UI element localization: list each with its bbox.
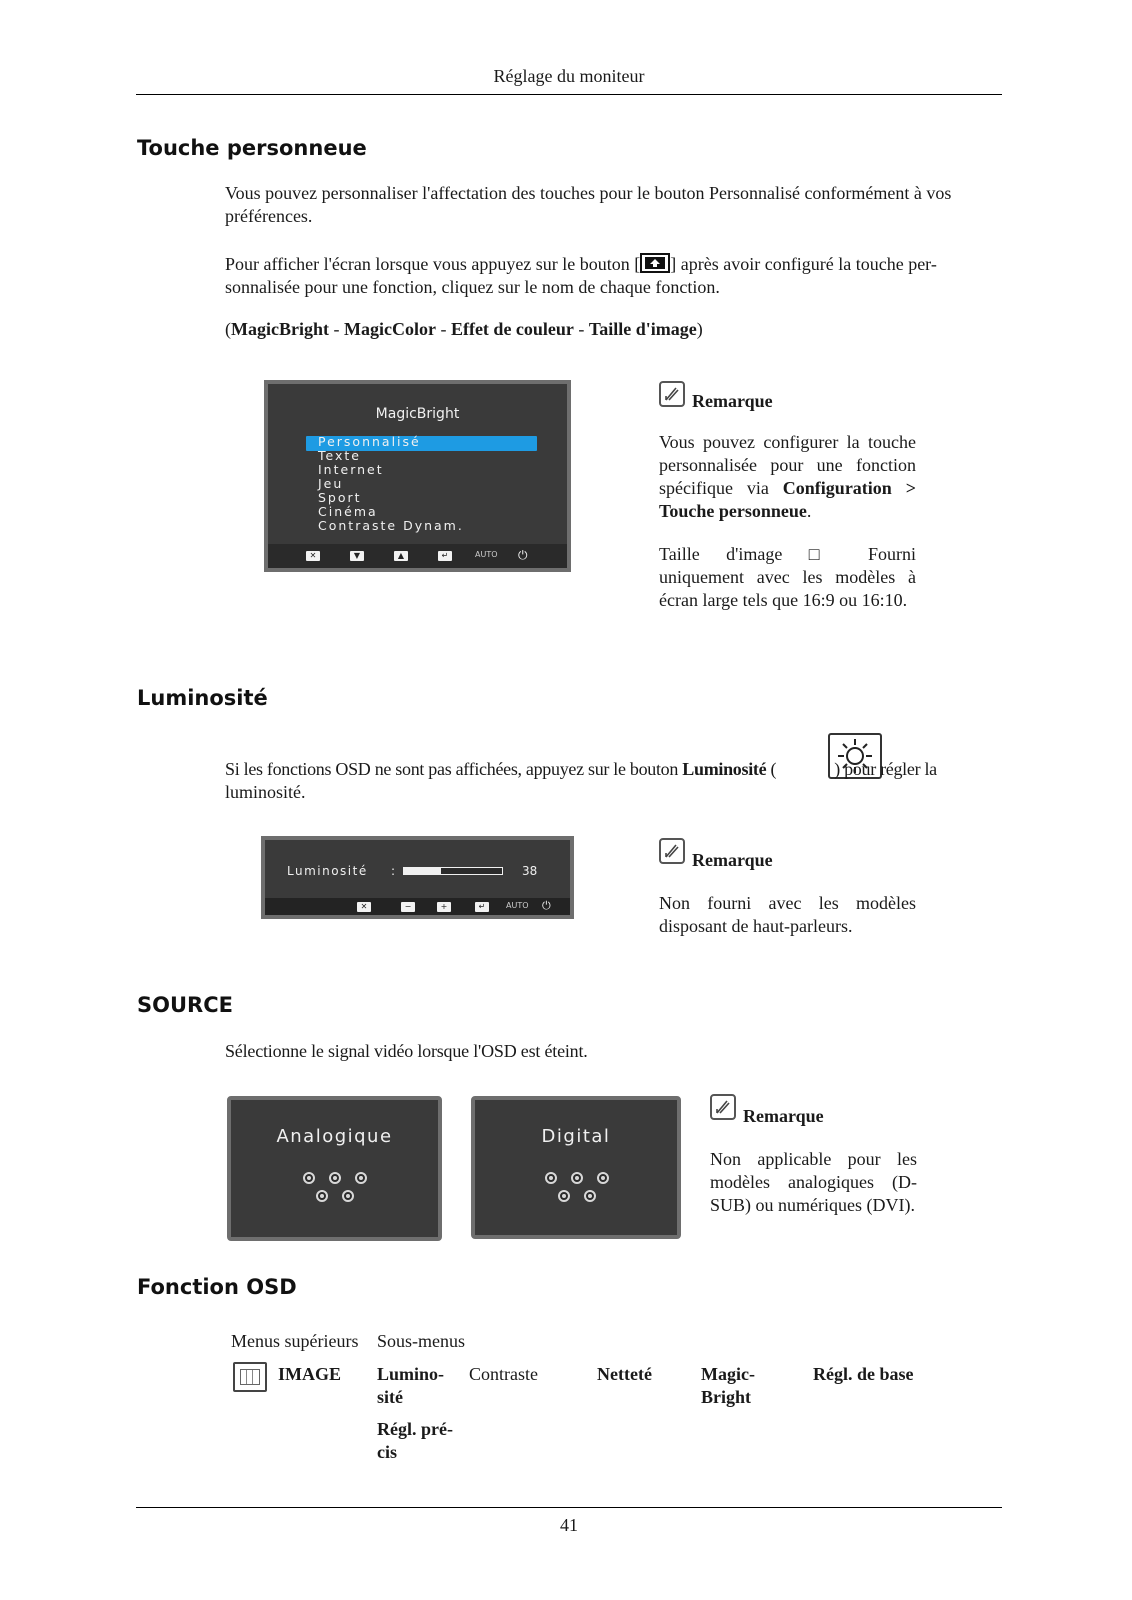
- submenu-luminosite[interactable]: [377, 1363, 444, 1409]
- table-header-menus: Menus supérieurs: [231, 1331, 359, 1351]
- connector-pin-icon: [558, 1190, 570, 1202]
- osd-item-cinema: Cinéma: [318, 504, 378, 519]
- paragraph-display-part1: Pour afficher l'écran lorsque vous appuyez sur le bouton [: [225, 254, 641, 274]
- note-title-3: Remarque: [743, 1106, 824, 1126]
- submenu-regl-precis-line2: cis: [377, 1442, 397, 1462]
- analogique-osd-screenshot: [227, 1096, 442, 1241]
- auto-label: AUTO: [475, 550, 498, 559]
- osd-menu-list: [318, 435, 464, 533]
- menu-image[interactable]: IMAGE: [278, 1364, 341, 1384]
- para-lum-a: Si les fonctions OSD ne sont pas affichées, appuyez sur le bouton: [225, 759, 683, 779]
- submenu-regl-base[interactable]: Régl. de base: [813, 1364, 914, 1384]
- note-text-4: Non applicable pour les modèles analogiques (D-SUB) ou numériques (DVI).: [710, 1149, 917, 1215]
- enter-icon: ↵: [438, 551, 452, 561]
- note-title-2: Remarque: [692, 850, 773, 870]
- luminosite-osd-screenshot: [261, 836, 574, 919]
- digital-osd-screenshot: [471, 1096, 681, 1239]
- note-text-1-c: .: [806, 501, 812, 521]
- connector-pin-icon: [597, 1172, 609, 1184]
- submenu-regl-precis-line1: Régl. pré-: [377, 1419, 453, 1439]
- link-magiccolor[interactable]: MagicColor: [343, 319, 436, 339]
- submenu-luminosite-line2: sité: [377, 1387, 403, 1407]
- section-title-luminosite: Luminosité: [137, 686, 268, 710]
- enter-icon: ↵: [475, 902, 489, 912]
- paragraph-luminosite-line2: luminosité.: [225, 782, 306, 802]
- submenu-nettete[interactable]: Netteté: [597, 1364, 652, 1384]
- submenu-magicbright[interactable]: [701, 1363, 755, 1409]
- magicbright-osd-screenshot: [264, 380, 571, 572]
- power-icon: ⏻: [542, 899, 551, 912]
- note-text-1-a: Vous pouvez configurer la touche personnalisée pour une fonction spécifique via: [659, 432, 916, 498]
- table-header-sous-menus: Sous-menus: [377, 1331, 466, 1351]
- submenu-contraste[interactable]: Contraste: [469, 1364, 538, 1384]
- note-text-3: Non fourni avec les modèles disposant de haut-parleurs.: [659, 893, 916, 936]
- link-effet-couleur[interactable]: Effet de couleur: [450, 319, 574, 339]
- brightness-slider-fill: [404, 868, 441, 874]
- function-list: [225, 318, 1002, 341]
- connector-pin-icon: [329, 1172, 341, 1184]
- paragraph-display-part2: ] après avoir configuré la touche per-: [670, 254, 937, 274]
- osd-item-sport: Sport: [318, 490, 362, 505]
- list-sep-3: -: [573, 319, 589, 339]
- paragraph-display-line2: sonnalisée pour une fonction, cliquez sur le nom de chaque fonction.: [225, 277, 720, 297]
- note-text-2: Taille d'image □ Fourni uniquement avec les modèles à écran large tels que 16:9 ou 16:10.: [659, 544, 916, 610]
- submenu-luminosite-line1: Lumino-: [377, 1364, 445, 1384]
- paragraph-luminosite: [225, 758, 1025, 781]
- image-menu-icon: [233, 1362, 267, 1392]
- osd-lum-label: Luminosité: [287, 864, 368, 878]
- close-icon: ✕: [306, 551, 320, 561]
- list-sep-1: -: [328, 319, 344, 339]
- para-lum-c: (: [766, 759, 777, 779]
- link-taille-image[interactable]: Taille d'image: [588, 319, 697, 339]
- note-title-1: Remarque: [692, 391, 773, 411]
- osd-lum-value: 38: [522, 864, 538, 878]
- osd-title: MagicBright: [375, 406, 460, 422]
- para-lum-d: ) pour régler la: [834, 759, 937, 779]
- brightness-slider[interactable]: [403, 867, 503, 875]
- osd-item-personnalise: Personnalisé: [318, 434, 421, 449]
- note-text-1: [659, 431, 916, 523]
- paragraph-display: [225, 253, 1025, 276]
- header-rule: [136, 94, 1002, 95]
- osd-lum-button-bar: [265, 898, 570, 915]
- osd-analogique-label: Analogique: [276, 1126, 393, 1147]
- page-number: 41: [560, 1515, 578, 1535]
- connector-pin-icon: [316, 1190, 328, 1202]
- note-text-1-b: Configuration > Touche personneue: [659, 478, 916, 521]
- plus-icon: +: [437, 902, 451, 912]
- arrow-up-icon: ▲: [394, 551, 408, 561]
- connector-pin-icon: [545, 1172, 557, 1184]
- minus-icon: −: [401, 902, 415, 912]
- section-title-touche: Touche personneue: [137, 136, 367, 160]
- submenu-magicbright-line1: Magic-: [701, 1364, 755, 1384]
- submenu-regl-precis[interactable]: [377, 1418, 453, 1464]
- footer-rule: [136, 1507, 1002, 1508]
- osd-item-internet: Internet: [318, 462, 384, 477]
- paragraph-source: Sélectionne le signal vidéo lorsque l'OSD est éteint.: [225, 1041, 588, 1061]
- paragraph-intro: Vous pouvez personnaliser l'affectation des touches pour le bouton Personnalisé conformément à vos préférences.: [225, 183, 952, 226]
- connector-pin-icon: [571, 1172, 583, 1184]
- connector-pin-icon: [584, 1190, 596, 1202]
- note-icon: [659, 381, 685, 407]
- osd-digital-label: Digital: [541, 1126, 611, 1147]
- note-icon: [710, 1094, 736, 1120]
- section-title-source: SOURCE: [137, 993, 233, 1017]
- osd-lum-colon: :: [391, 864, 396, 878]
- power-icon: ⏻: [518, 548, 528, 562]
- osd-item-contraste: Contraste Dynam.: [318, 518, 464, 533]
- link-magicbright[interactable]: MagicBright: [231, 319, 329, 339]
- auto-label: AUTO: [506, 901, 529, 910]
- page-header: Réglage du moniteur: [493, 66, 645, 86]
- list-close: ): [696, 319, 703, 339]
- osd-item-texte: Texte: [318, 448, 361, 463]
- connector-pin-icon: [303, 1172, 315, 1184]
- osd-item-jeu: Jeu: [318, 476, 344, 491]
- close-icon: ✕: [357, 902, 371, 912]
- osd-button-bar: [268, 544, 567, 568]
- connector-pin-icon: [342, 1190, 354, 1202]
- section-title-fonction-osd: Fonction OSD: [137, 1275, 297, 1299]
- note-icon: [659, 838, 685, 864]
- arrow-down-icon: ▼: [350, 551, 364, 561]
- para-lum-b: Luminosité: [682, 759, 767, 779]
- list-open: (: [225, 319, 231, 339]
- custom-key-icon: [640, 253, 670, 273]
- submenu-magicbright-line2: Bright: [701, 1387, 752, 1407]
- connector-pin-icon: [355, 1172, 367, 1184]
- list-sep-2: -: [435, 319, 451, 339]
